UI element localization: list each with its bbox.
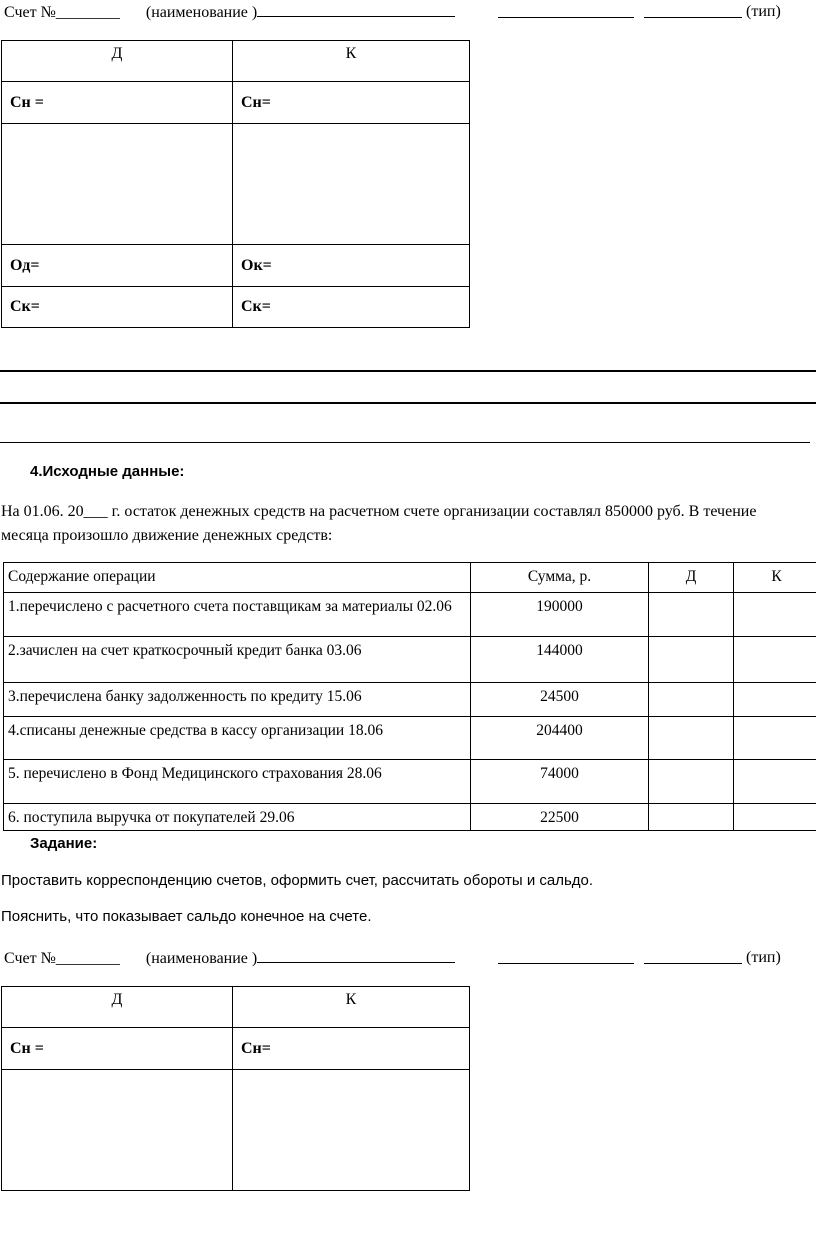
operation-amount: 190000	[471, 593, 649, 637]
t-account-table-1	[1, 40, 470, 328]
header-operation: Содержание операции	[4, 563, 471, 593]
credit-entries-cell	[233, 124, 470, 245]
operation-credit	[734, 760, 816, 804]
opening-balance-debit: Сн =	[2, 1028, 233, 1070]
account-blank-b	[644, 963, 742, 964]
debit-header: Д	[2, 987, 233, 1028]
operation-amount: 204400	[471, 717, 649, 760]
credit-header: К	[233, 41, 470, 82]
operation-text: 2.зачислен на счет краткосрочный кредит банка 03.06	[4, 637, 471, 683]
operation-debit	[649, 760, 734, 804]
operation-debit	[649, 683, 734, 717]
operation-amount: 22500	[471, 804, 649, 831]
account-name-blank	[257, 948, 455, 963]
operations-table	[3, 562, 816, 831]
task-title: Задание:	[30, 835, 98, 852]
account-header-1	[4, 2, 455, 23]
account-name-label: (наименование )	[145, 950, 258, 967]
account-name-blank	[257, 2, 455, 17]
account-name-label: (наименование )	[145, 4, 258, 21]
table-row	[4, 760, 816, 804]
operation-debit	[649, 637, 734, 683]
account-number-label: Счет №________	[4, 4, 120, 21]
turnover-debit: Од=	[2, 245, 233, 287]
debit-header: Д	[2, 41, 233, 82]
operation-text: 3.перечислена банку задолженность по кредиту 15.06	[4, 683, 471, 717]
operation-credit	[734, 593, 816, 637]
operation-debit	[649, 804, 734, 831]
account-blank-a	[498, 963, 634, 964]
task-line-1: Проставить корреспонденцию счетов, оформить счет, рассчитать обороты и сальдо.	[1, 872, 594, 889]
operation-debit	[649, 593, 734, 637]
table-row	[4, 593, 816, 637]
operation-text: 6. поступила выручка от покупателей 29.06	[4, 804, 471, 831]
closing-balance-debit: Ск=	[2, 287, 233, 328]
table-row	[4, 637, 816, 683]
debit-entries-cell	[2, 1070, 233, 1191]
section-title: 4.Исходные данные:	[30, 463, 185, 480]
account-number-label: Счет №________	[4, 950, 120, 967]
operation-amount: 144000	[471, 637, 649, 683]
operation-credit	[734, 804, 816, 831]
header-credit: К	[734, 563, 816, 593]
opening-balance-credit: Сн=	[233, 82, 470, 124]
debit-entries-cell	[2, 124, 233, 245]
operation-amount: 24500	[471, 683, 649, 717]
closing-balance-credit: Ск=	[233, 287, 470, 328]
operation-credit	[734, 637, 816, 683]
table-row	[4, 717, 816, 760]
operation-credit	[734, 683, 816, 717]
divider-thick-2	[0, 402, 816, 404]
divider-thick-1	[0, 370, 816, 372]
intro-line-1: На 01.06. 20___ г. остаток денежных средств на расчетном счете организации составлял 850000 руб. В течение	[1, 503, 757, 520]
account-blank-a	[498, 17, 634, 18]
t-account-table-2	[1, 986, 470, 1191]
account-blank-b	[644, 17, 742, 18]
opening-balance-credit: Сн=	[233, 1028, 470, 1070]
turnover-credit: Ок=	[233, 245, 470, 287]
opening-balance-debit: Сн =	[2, 82, 233, 124]
intro-line-2: месяца произошло движение денежных средств:	[1, 527, 333, 544]
credit-entries-cell	[233, 1070, 470, 1191]
credit-header: К	[233, 987, 470, 1028]
operation-debit	[649, 717, 734, 760]
operation-text: 4.списаны денежные средства в кассу организации 18.06	[4, 717, 471, 760]
operation-text: 5. перечислено в Фонд Медицинского страхования 28.06	[4, 760, 471, 804]
operation-credit	[734, 717, 816, 760]
account-type-label: (тип)	[746, 949, 781, 966]
operation-amount: 74000	[471, 760, 649, 804]
operation-text: 1.перечислено с расчетного счета поставщикам за материалы 02.06	[4, 593, 471, 637]
account-type-label: (тип)	[746, 3, 781, 20]
account-header-2	[4, 948, 455, 969]
header-debit: Д	[649, 563, 734, 593]
header-amount: Сумма, р.	[471, 563, 649, 593]
table-row	[4, 804, 816, 831]
table-row	[4, 683, 816, 717]
task-line-2: Пояснить, что показывает сальдо конечное на счете.	[1, 908, 372, 925]
divider-thin	[0, 442, 810, 443]
